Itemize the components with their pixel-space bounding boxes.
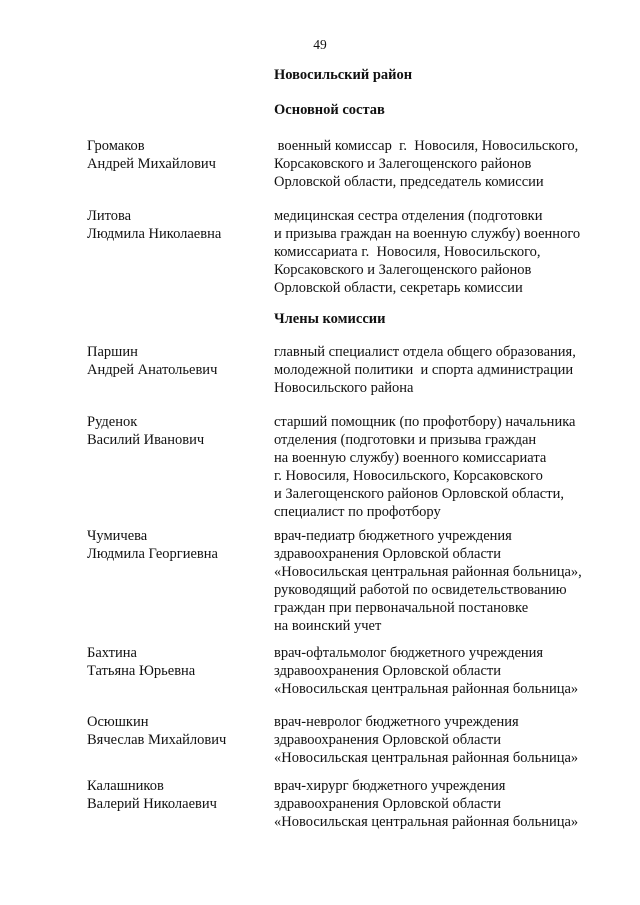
member-surname: Осюшкин	[87, 714, 149, 730]
position-line: Орловской области, председатель комиссии	[274, 174, 544, 190]
position-line: специалист по профотбору	[274, 504, 441, 520]
member-surname: Литова	[87, 208, 132, 224]
member-given-names: Андрей Анатольевич	[87, 362, 218, 378]
position-line: комиссариата г. Новосиля, Новосильского,	[274, 244, 541, 260]
page-number: 49	[313, 37, 327, 52]
members-title: Члены комиссии	[274, 311, 386, 327]
position-line: «Новосильская центральная районная больница»	[274, 681, 579, 697]
member-given-names: Валерий Николаевич	[87, 796, 217, 812]
position-line: старший помощник (по профотбору) начальника	[274, 414, 576, 430]
position-line: «Новосильская центральная районная больница»,	[274, 564, 582, 580]
member-position	[274, 777, 614, 831]
member-given-names: Василий Иванович	[87, 432, 205, 448]
position-line: «Новосильская центральная районная больница»	[274, 814, 579, 830]
position-line: Корсаковского и Залегощенского районов	[274, 156, 532, 172]
position-line: врач-хирург бюджетного учреждения	[274, 778, 506, 794]
member-name	[87, 777, 267, 813]
member-given-names: Людмила Николаевна	[87, 226, 222, 242]
member-surname: Руденок	[87, 414, 138, 430]
position-line: и Залегощенского районов Орловской области,	[274, 486, 564, 502]
position-line: руководящий работой по освидетельствованию	[274, 582, 567, 598]
member-given-names: Татьяна Юрьевна	[87, 663, 196, 679]
position-line: Корсаковского и Залегощенского районов	[274, 262, 532, 278]
member-position	[274, 137, 614, 191]
member-name	[87, 343, 267, 379]
member-position	[274, 713, 614, 767]
member-name	[87, 207, 267, 243]
member-surname: Чумичева	[87, 528, 148, 544]
position-line: здравоохранения Орловской области	[274, 732, 501, 748]
position-line: отделения (подготовки и призыва граждан	[274, 432, 537, 448]
member-given-names: Вячеслав Михайлович	[87, 732, 227, 748]
position-line: Орловской области, секретарь комиссии	[274, 280, 523, 296]
position-line: молодежной политики и спорта администрации	[274, 362, 574, 378]
member-name	[87, 644, 267, 680]
member-position	[274, 413, 614, 521]
position-line: здравоохранения Орловской области	[274, 546, 501, 562]
position-line: врач-педиатр бюджетного учреждения	[274, 528, 512, 544]
member-position	[274, 343, 614, 397]
position-line: врач-офтальмолог бюджетного учреждения	[274, 645, 544, 661]
member-position	[274, 527, 614, 635]
position-line: здравоохранения Орловской области	[274, 663, 501, 679]
member-name	[87, 137, 267, 173]
district-title: Новосильский район	[274, 67, 413, 83]
member-name	[87, 413, 267, 449]
position-line: на воинский учет	[274, 618, 382, 634]
member-position	[274, 207, 614, 297]
member-surname: Калашников	[87, 778, 164, 794]
member-surname: Бахтина	[87, 645, 137, 661]
position-line: здравоохранения Орловской области	[274, 796, 501, 812]
member-given-names: Андрей Михайлович	[87, 156, 216, 172]
position-line: на военную службу) военного комиссариата	[274, 450, 547, 466]
position-line: военный комиссар г. Новосиля, Новосильского,	[274, 138, 579, 154]
member-name	[87, 713, 267, 749]
position-line: граждан при первоначальной постановке	[274, 600, 529, 616]
member-given-names: Людмила Георгиевна	[87, 546, 218, 562]
position-line: и призыва граждан на военную службу) военного	[274, 226, 581, 242]
position-line: Новосильского района	[274, 380, 414, 396]
position-line: главный специалист отдела общего образования,	[274, 344, 576, 360]
member-surname: Паршин	[87, 344, 138, 360]
member-surname: Громаков	[87, 138, 145, 154]
position-line: г. Новосиля, Новосильского, Корсаковского	[274, 468, 543, 484]
member-position	[274, 644, 614, 698]
member-name	[87, 527, 267, 563]
position-line: врач-невролог бюджетного учреждения	[274, 714, 519, 730]
position-line: медицинская сестра отделения (подготовки	[274, 208, 543, 224]
position-line: «Новосильская центральная районная больница»	[274, 750, 579, 766]
main-composition-title: Основной состав	[274, 102, 385, 118]
